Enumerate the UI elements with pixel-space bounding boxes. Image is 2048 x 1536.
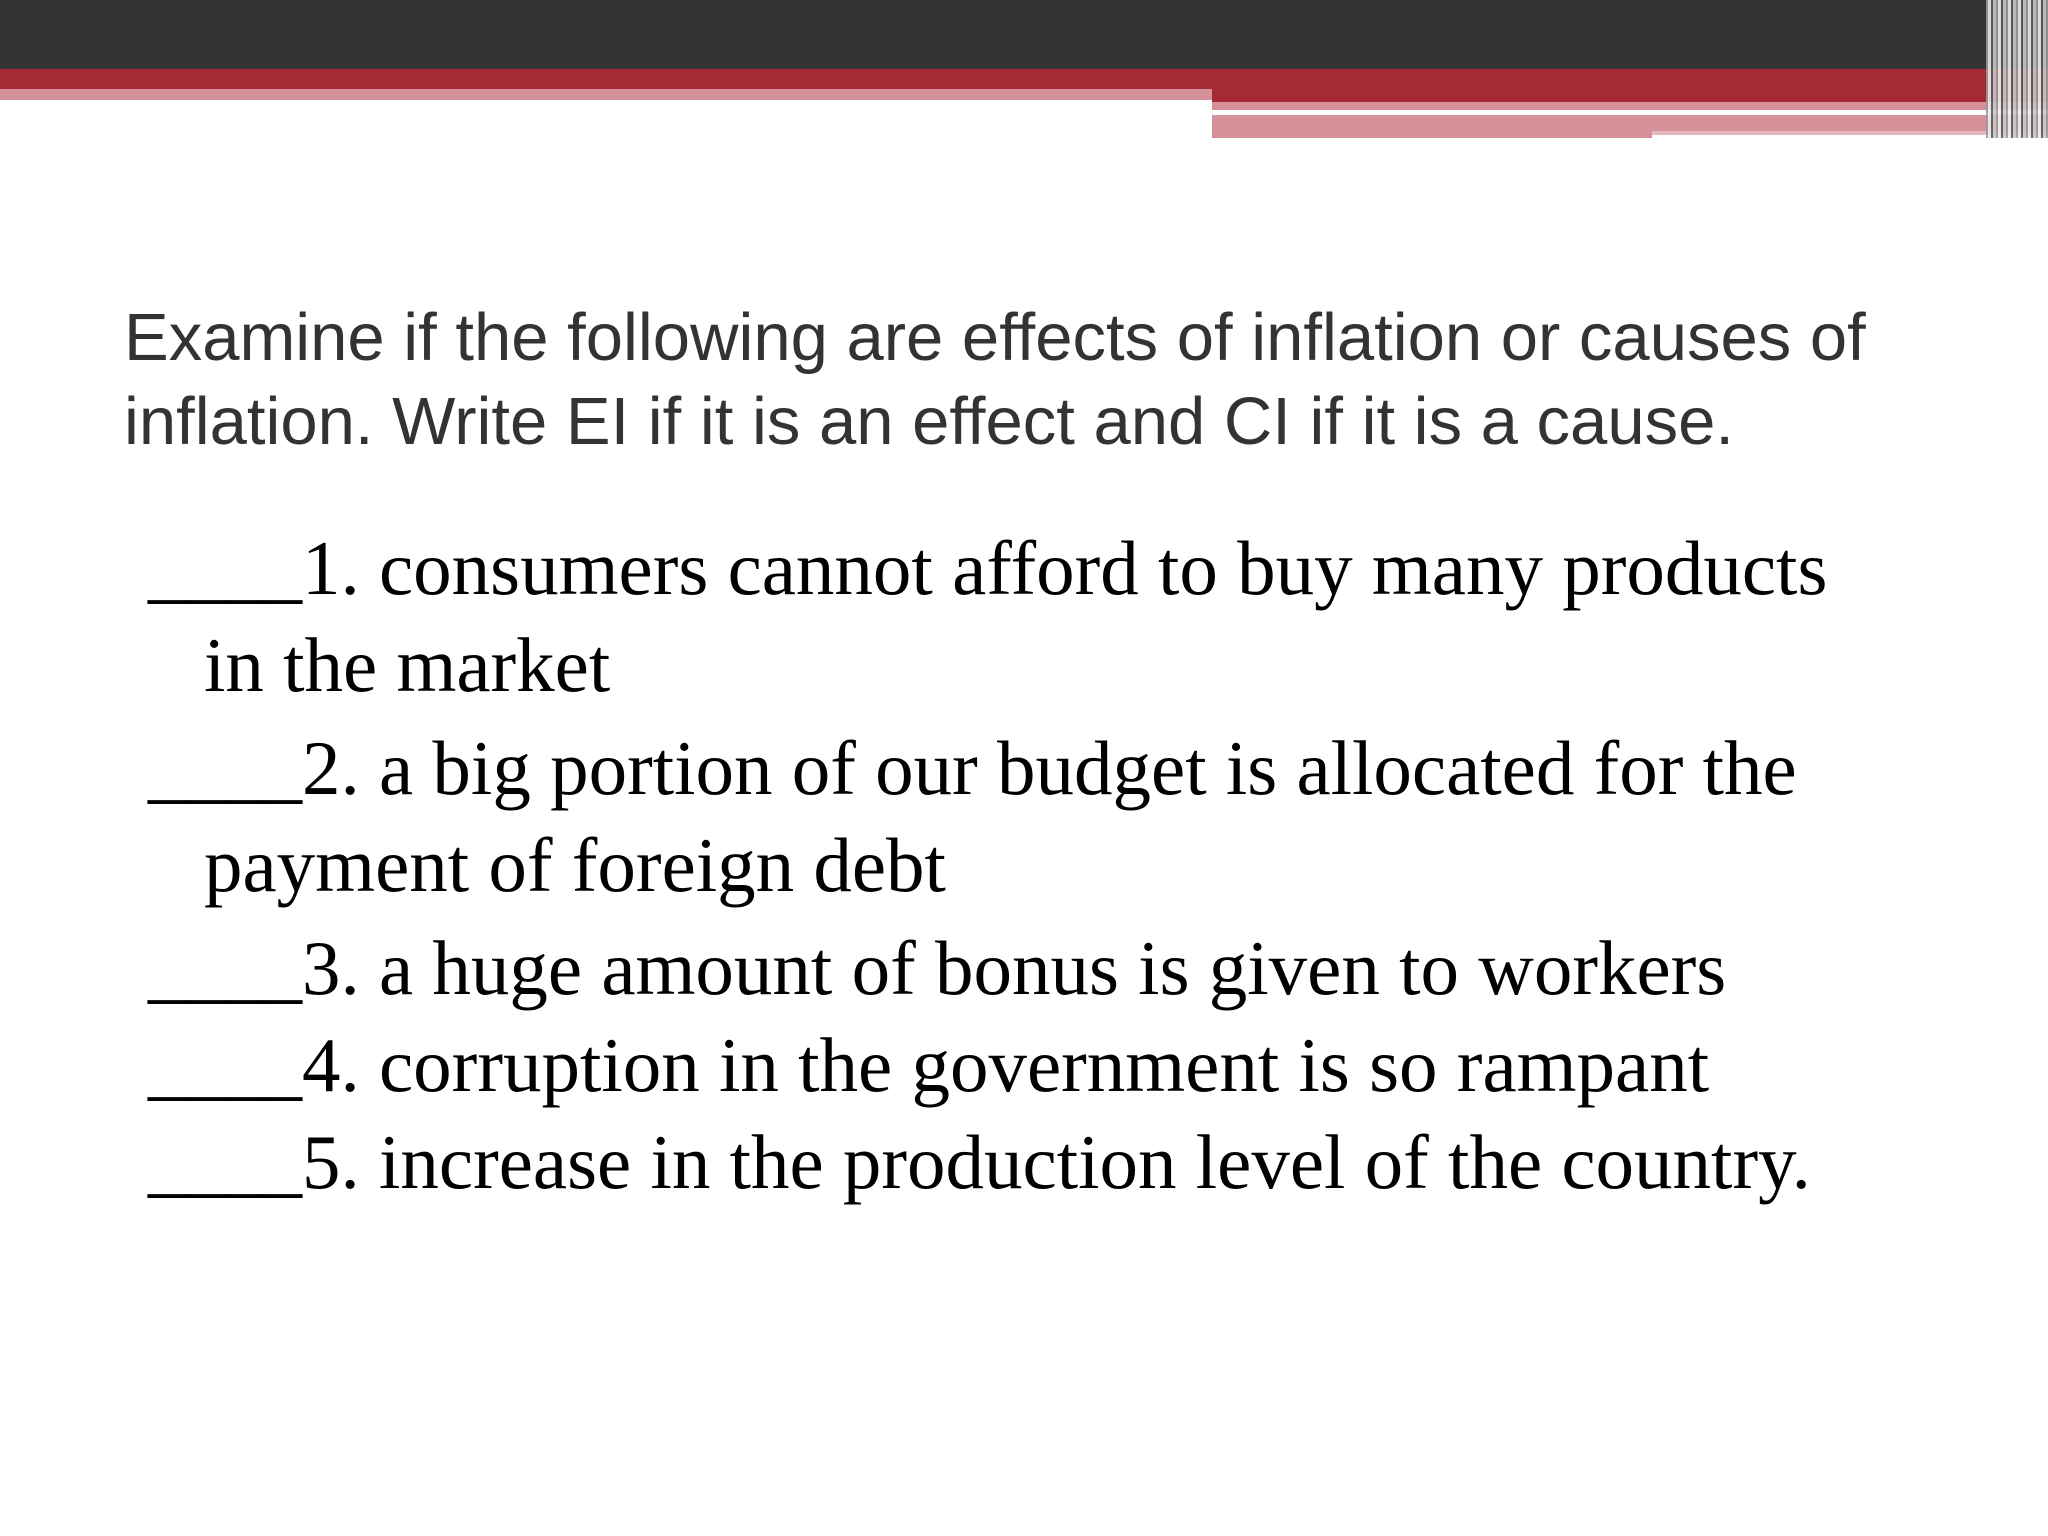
- header-red-band-left: [0, 69, 1212, 89]
- header-stripe-decoration: [1986, 0, 2048, 138]
- question-item-3: ____3. a huge amount of bonus is given to workers: [148, 925, 1727, 1011]
- question-list: [148, 520, 1988, 1211]
- header-pink-band-left: [0, 89, 1212, 100]
- header-pink-band-right: [1212, 102, 2048, 110]
- instructions-text: Examine if the following are effects of inflation or causes of inflation. Write EI if it is an effect and CI if it is a cause.: [124, 300, 1866, 459]
- question-item-1: ____1. consumers cannot afford to buy many products in the market: [148, 525, 1828, 708]
- header-red-band-right: [1212, 69, 2048, 102]
- header-pink-band-right-step: [1212, 131, 1652, 138]
- header-pink-band-right-lower: [1212, 115, 2048, 131]
- question-item-5: ____5. increase in the production level of the country.: [148, 1119, 1811, 1205]
- question-item-4: ____4. corruption in the government is so rampant: [148, 1022, 1710, 1108]
- header-dark-band: [0, 0, 2048, 69]
- question-item-2: ____2. a big portion of our budget is allocated for the payment of foreign debt: [148, 725, 1797, 908]
